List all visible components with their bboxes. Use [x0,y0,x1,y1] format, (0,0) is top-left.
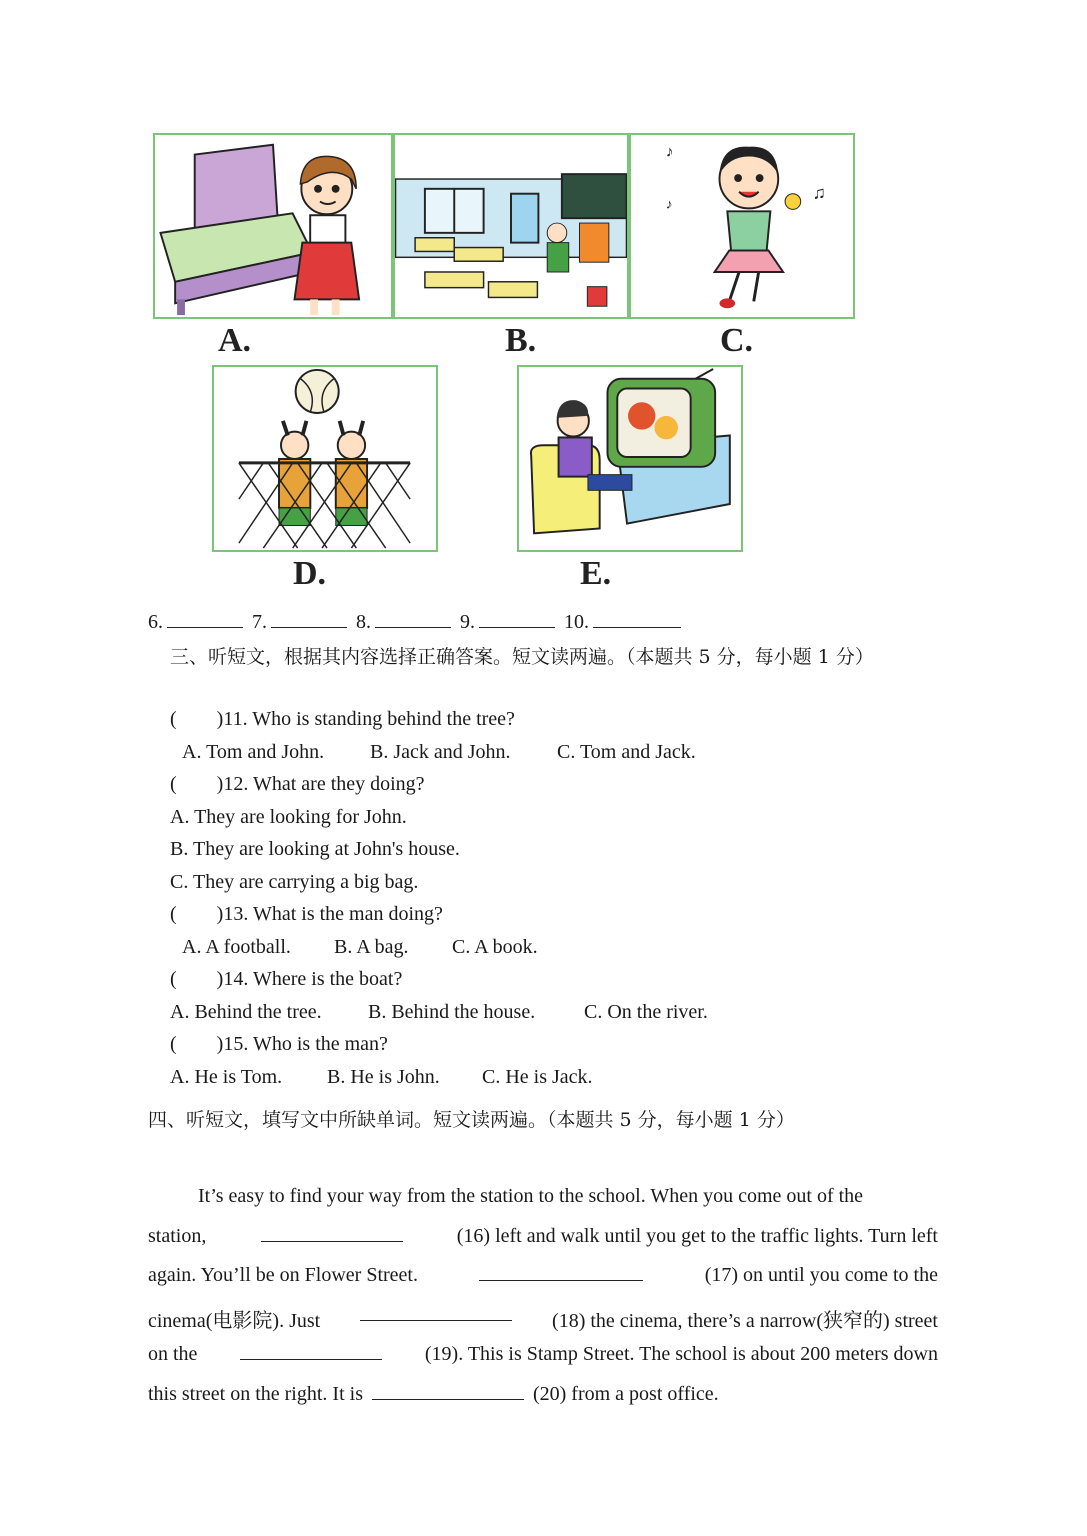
q12-option-a: A. They are looking for John. [170,806,407,828]
picture-e-label: E. [580,555,612,592]
q11-paren: ( [170,708,177,730]
passage-line-6 [148,1383,719,1406]
passage-line-5-start: on the [148,1343,198,1365]
passage-line-2-end: (16) left and walk until you get to the traffic lights. Turn left [456,1225,938,1247]
q13-option-c: C. A book. [452,936,538,958]
svg-text:♫: ♫ [812,182,826,203]
q11-text: )11. Who is standing behind the tree? [216,708,515,730]
picture-d [212,365,438,552]
answer-blank-10[interactable] [593,611,681,628]
answer-blank-7[interactable] [271,611,347,628]
passage-line-4-end: (18) the cinema, there’s a narrow(狭窄的) street [552,1310,938,1332]
picture-d-label: D. [293,555,327,592]
passage-line-2-start: station, [148,1225,207,1247]
blank-17[interactable] [479,1264,643,1281]
q11-option-b: B. Jack and John. [370,741,511,763]
q15-option-b: B. He is John. [327,1066,440,1088]
passage-line-1: It’s easy to find your way from the station to the school. When you come out of the [198,1185,864,1207]
q11-option-c: C. Tom and Jack. [557,741,696,763]
q13-option-a: A. A football. [182,936,291,958]
svg-text:♪: ♪ [665,143,674,161]
q12-line [170,773,425,796]
passage-line-5 [148,1343,938,1366]
passage-line-5-end: (19). This is Stamp Street. The school is about 200 meters down [424,1343,938,1365]
answer-label-9: 9. [460,611,475,633]
playing-volleyball-icon [214,367,436,550]
girl-making-bed-icon [155,135,391,317]
q14-line [170,968,402,991]
answer-label-6: 6. [148,611,163,633]
q13-text: )13. What is the man doing? [216,903,443,925]
q15-text: )15. Who is the man? [216,1033,388,1055]
answer-label-7: 7. [252,611,267,633]
picture-a-label: A. [218,322,252,359]
q13-option-b: B. A bag. [334,936,409,958]
q15-paren: ( [170,1033,177,1055]
passage-line-6-end: (20) from a post office. [532,1383,719,1405]
girl-singing-icon [631,135,853,317]
blank-19[interactable] [240,1343,382,1360]
q15-line [170,1033,388,1056]
passage-line-4 [148,1304,938,1333]
passage-line-2 [148,1225,938,1248]
q12-text: )12. What are they doing? [216,773,425,795]
section3-heading: 三、听短文，根据其内容选择正确答案。短文读两遍。（本题共 5 分，每小题 1 分） [170,646,874,668]
answer-blank-6[interactable] [167,611,243,628]
picture-c [629,133,855,319]
watching-tv-icon [519,367,741,550]
blank-20[interactable] [372,1383,524,1400]
passage-line-3 [148,1264,938,1287]
q12-paren: ( [170,773,177,795]
svg-text:♪: ♪ [665,196,673,212]
answer-label-10: 10. [564,611,589,633]
q15-option-c: C. He is Jack. [482,1066,593,1088]
picture-c-label: C. [720,322,754,359]
answer-row [148,611,685,634]
blank-18[interactable] [360,1304,512,1321]
picture-b [393,133,629,319]
q14-option-c: C. On the river. [584,1001,708,1023]
answer-blank-8[interactable] [375,611,451,628]
q13-line [170,903,443,926]
q15-option-a: A. He is Tom. [170,1066,283,1088]
q12-option-c: C. They are carrying a big bag. [170,871,419,893]
passage-line-3-end: (17) on until you come to the [704,1264,938,1286]
passage-line-3-start: again. You’ll be on Flower Street. [148,1264,418,1286]
cleaning-classroom-icon [395,135,627,317]
blank-16[interactable] [261,1225,403,1242]
q11-line [170,708,515,731]
passage-line-4-start: cinema(电影院). Just [148,1310,321,1332]
q12-option-b: B. They are looking at John's house. [170,838,460,860]
picture-e [517,365,743,552]
picture-a [153,133,393,319]
picture-b-label: B. [505,322,537,359]
q14-option-a: A. Behind the tree. [170,1001,322,1023]
passage-line-6-start: this street on the right. It is [148,1383,363,1405]
q11-option-a: A. Tom and John. [182,741,325,763]
answer-label-8: 8. [356,611,371,633]
q14-text: )14. Where is the boat? [216,968,403,990]
q14-paren: ( [170,968,177,990]
answer-blank-9[interactable] [479,611,555,628]
q13-paren: ( [170,903,177,925]
section4-heading: 四、听短文，填写文中所缺单词。短文读两遍。（本题共 5 分，每小题 1 分） [148,1109,795,1131]
q14-option-b: B. Behind the house. [368,1001,536,1023]
